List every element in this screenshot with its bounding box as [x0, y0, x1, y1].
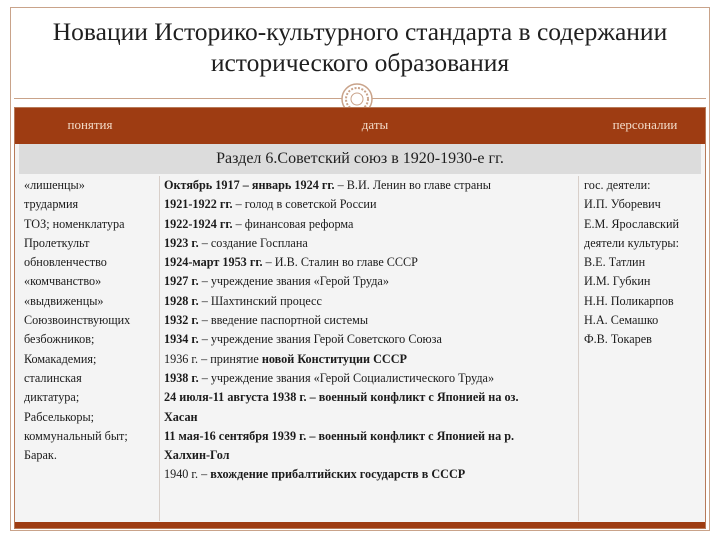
- table-footer-bar: [15, 522, 705, 528]
- date-description: – учреждение звания Герой Советского Союза: [198, 332, 442, 347]
- date-entry: [164, 369, 594, 388]
- date-entry: [164, 311, 594, 330]
- concept-item: Рабселькоры;: [24, 409, 95, 424]
- date-label: 11 мая-16 сентября 1939 г. – военный конфликт с Японией на р.: [164, 428, 515, 443]
- date-description: – Шахтинский процесс: [198, 293, 322, 308]
- date-label: 1938 г.: [164, 370, 199, 385]
- dates-column: [164, 176, 594, 485]
- date-description: – И.В. Сталин во главе СССР: [262, 255, 418, 270]
- date-entry: [164, 292, 594, 311]
- person-item: Н.А. Семашко: [584, 313, 659, 328]
- date-entry: [164, 465, 594, 484]
- date-description: 1940 г. –: [164, 467, 211, 482]
- date-entry: [164, 350, 594, 369]
- header-dates: даты: [361, 117, 389, 132]
- date-description: – голод в советской России: [232, 197, 377, 212]
- header-concepts: понятия: [67, 117, 113, 132]
- date-label: 1921-1922 гг.: [164, 197, 233, 212]
- date-entry: [164, 195, 594, 214]
- date-label: Халхин-Гол: [164, 448, 230, 463]
- date-label: 1927 г.: [164, 274, 199, 289]
- concept-item: безбожников;: [24, 332, 95, 347]
- date-description: – введение паспортной системы: [198, 313, 369, 328]
- date-entry: [164, 408, 594, 427]
- date-description: 1936 г. – принятие: [164, 351, 262, 366]
- date-label: 1932 г.: [164, 313, 199, 328]
- content-table: [14, 107, 706, 529]
- date-label: 1924-март 1953 гг.: [164, 255, 263, 270]
- concept-item: обновленчество: [24, 255, 107, 270]
- date-label: Хасан: [164, 409, 198, 424]
- concept-item: Барак.: [24, 448, 57, 463]
- date-description: – учреждение звания «Герой Труда»: [198, 274, 389, 289]
- concept-item: «лишенцы»: [24, 178, 85, 192]
- date-label: 24 июля-11 августа 1938 г. – военный конфликт с Японией на оз.: [164, 390, 519, 405]
- date-highlight: новой Конституции СССР: [261, 351, 407, 366]
- concept-item: Пролеткульт: [24, 235, 90, 250]
- date-entry: [164, 176, 594, 195]
- concept-item: ТОЗ; номенклатура: [24, 216, 125, 231]
- date-entry: [164, 388, 594, 407]
- concept-item: трудармия: [24, 197, 79, 212]
- date-entry: [164, 253, 594, 272]
- person-item: гос. деятели:: [584, 178, 651, 192]
- concept-item: Комакадемия;: [24, 351, 97, 366]
- date-entry: [164, 427, 594, 446]
- slide-title: Новации Историко-культурного стандарта в содержании исторического образования: [52, 17, 668, 77]
- date-entry: [164, 215, 594, 234]
- person-item: И.М. Губкин: [584, 274, 651, 289]
- date-label: 1922-1924 гг.: [164, 216, 233, 231]
- date-entry: [164, 446, 594, 465]
- concepts-column: [24, 176, 164, 465]
- date-label: 1928 г.: [164, 293, 199, 308]
- concept-item: сталинская: [24, 370, 82, 385]
- person-item: И.П. Уборевич: [584, 197, 661, 212]
- date-description: – создание Госплана: [198, 235, 308, 250]
- person-item: Ф.В. Токарев: [584, 332, 652, 347]
- date-description: – В.И. Ленин во главе страны: [334, 178, 491, 192]
- concept-item: «выдвиженцы»: [24, 293, 104, 308]
- person-item: Н.Н. Поликарпов: [584, 293, 674, 308]
- date-highlight: вхождение прибалтийских государств в СССР: [210, 467, 466, 482]
- date-description: – учреждение звания «Герой Социалистического Труда»: [198, 370, 495, 385]
- person-item: Е.М. Ярославский: [584, 216, 680, 231]
- date-entry: [164, 234, 594, 253]
- section-title: Раздел 6.Советский союз в 1920-1930-е гг.: [19, 144, 701, 174]
- date-label: Октябрь 1917 – январь 1924 гг.: [164, 178, 335, 192]
- date-label: 1923 г.: [164, 235, 199, 250]
- concept-item: диктатура;: [24, 390, 80, 405]
- date-label: 1934 г.: [164, 332, 199, 347]
- date-entry: [164, 272, 594, 291]
- table-header: [15, 108, 705, 144]
- concept-item: коммунальный быт;: [24, 428, 128, 443]
- concept-item: Союзвоинствующих: [24, 313, 131, 328]
- person-item: В.Е. Татлин: [584, 255, 646, 270]
- person-item: деятели культуры:: [584, 235, 680, 250]
- date-entry: [164, 330, 594, 349]
- date-description: – финансовая реформа: [232, 216, 354, 231]
- header-persons: персоналии: [612, 117, 678, 132]
- concept-item: «комчванство»: [24, 274, 102, 289]
- persons-column: [584, 176, 704, 350]
